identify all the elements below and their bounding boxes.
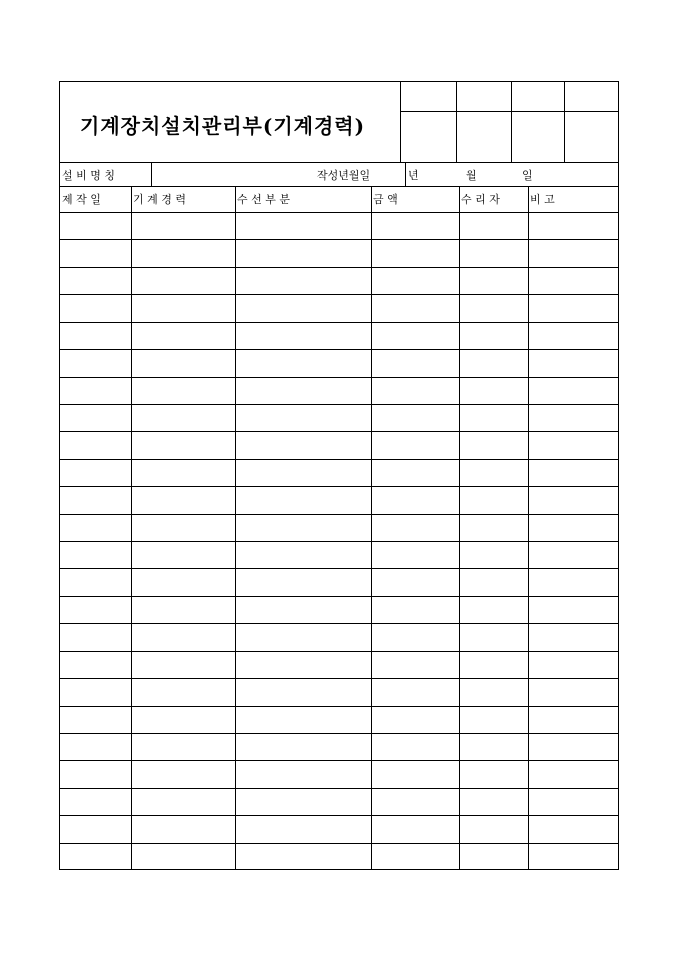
info-row xyxy=(60,162,618,187)
approval-cell[interactable] xyxy=(401,82,457,112)
table-row[interactable] xyxy=(60,294,618,321)
table-row[interactable] xyxy=(60,514,618,541)
date-label: 작성년월일 xyxy=(317,169,371,182)
table-row[interactable] xyxy=(60,651,618,678)
day-label: 일 xyxy=(522,169,533,182)
column-header-manufacture-date: 제 작 일 xyxy=(62,193,101,206)
table-row[interactable] xyxy=(60,404,618,431)
table-row[interactable] xyxy=(60,678,618,705)
table-row[interactable] xyxy=(60,843,618,870)
approval-sign-cell[interactable] xyxy=(565,112,619,162)
approval-sign-cell[interactable] xyxy=(457,112,512,162)
table-row[interactable] xyxy=(60,541,618,568)
column-header-repair-part: 수 선 부 분 xyxy=(237,193,290,206)
table-row[interactable] xyxy=(60,459,618,486)
history-table xyxy=(60,186,618,870)
table-row[interactable] xyxy=(60,212,618,239)
approval-cell[interactable] xyxy=(457,82,512,112)
record-sheet xyxy=(59,81,619,870)
table-row[interactable] xyxy=(60,431,618,458)
column-header-machine-history: 기 계 경 력 xyxy=(133,193,186,206)
equipment-name-field[interactable] xyxy=(156,167,306,181)
column-header-repairer: 수 리 자 xyxy=(461,193,500,206)
table-row[interactable] xyxy=(60,267,618,294)
page-title: 기계장치설치관리부(기계경력) xyxy=(80,114,366,138)
table-row[interactable] xyxy=(60,788,618,815)
table-row[interactable] xyxy=(60,486,618,513)
table-row[interactable] xyxy=(60,239,618,266)
approval-sign-cell[interactable] xyxy=(512,112,565,162)
table-row[interactable] xyxy=(60,706,618,733)
table-row[interactable] xyxy=(60,322,618,349)
year-label: 년 xyxy=(408,169,419,182)
table-row[interactable] xyxy=(60,596,618,623)
month-label: 월 xyxy=(466,169,477,182)
table-row[interactable] xyxy=(60,815,618,842)
approval-boxes xyxy=(400,82,619,162)
approval-cell[interactable] xyxy=(512,82,565,112)
equipment-name-label: 설 비 명 칭 xyxy=(62,169,115,182)
table-row[interactable] xyxy=(60,760,618,787)
column-header-amount: 금 액 xyxy=(373,193,398,206)
table-row[interactable] xyxy=(60,733,618,760)
title-row xyxy=(60,82,618,163)
table-row[interactable] xyxy=(60,568,618,595)
approval-cell[interactable] xyxy=(565,82,619,112)
table-row[interactable] xyxy=(60,623,618,650)
table-row[interactable] xyxy=(60,349,618,376)
approval-sign-cell[interactable] xyxy=(401,112,457,162)
column-header-remarks: 비 고 xyxy=(530,193,555,206)
table-row[interactable] xyxy=(60,377,618,404)
